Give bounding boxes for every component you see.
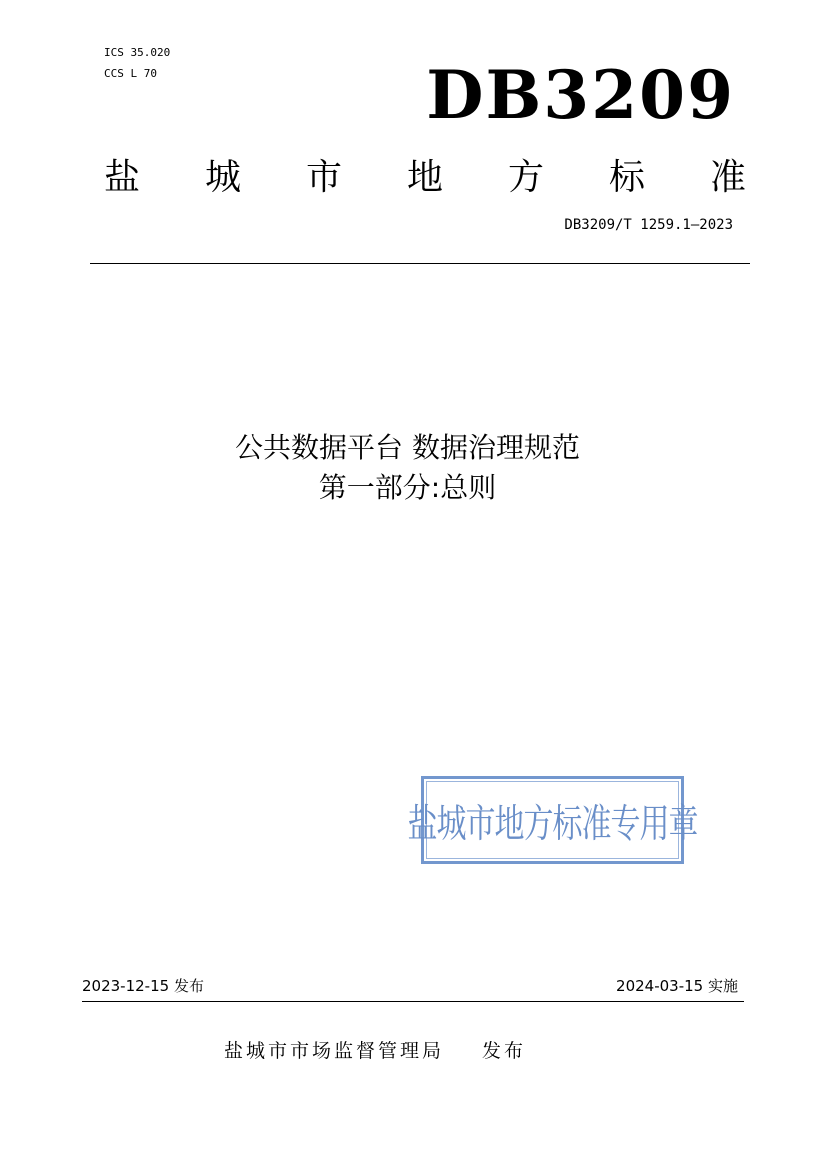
publish-date: 2023-12-15 发布 — [82, 977, 204, 995]
standard-type-char: 盐 — [103, 157, 140, 198]
footer-divider — [82, 1001, 744, 1002]
official-seal-stamp — [407, 776, 698, 864]
ccs-code: CCS L 70 — [104, 67, 157, 80]
standard-type-char: 地 — [406, 157, 443, 198]
dates-row — [82, 975, 738, 996]
standard-type-char: 准 — [709, 157, 746, 198]
document-title — [0, 428, 815, 508]
classification-codes — [104, 42, 170, 84]
header-divider — [90, 263, 750, 264]
standard-type-char: 城 — [204, 157, 241, 198]
title-line-2: 第一部分:总则 — [318, 471, 497, 504]
standard-type-char: 标 — [608, 157, 645, 198]
standard-type-heading — [100, 156, 750, 200]
issuer-line — [224, 1036, 526, 1063]
seal-text: 盐城市地方标准专用章 — [407, 801, 698, 848]
implement-date: 2024-03-15 实施 — [616, 977, 738, 995]
db-code-heading: DB3209 — [426, 56, 735, 134]
standard-type-char: 市 — [305, 157, 342, 198]
ics-code: ICS 35.020 — [104, 46, 171, 59]
title-line-1: 公共数据平台 数据治理规范 — [235, 431, 580, 464]
issuer-action: 发布 — [482, 1040, 527, 1062]
standard-type-char: 方 — [507, 157, 544, 198]
issuer-name: 盐城市市场监督管理局 — [224, 1040, 445, 1062]
standard-number: DB3209/T 1259.1—2023 — [564, 217, 733, 233]
